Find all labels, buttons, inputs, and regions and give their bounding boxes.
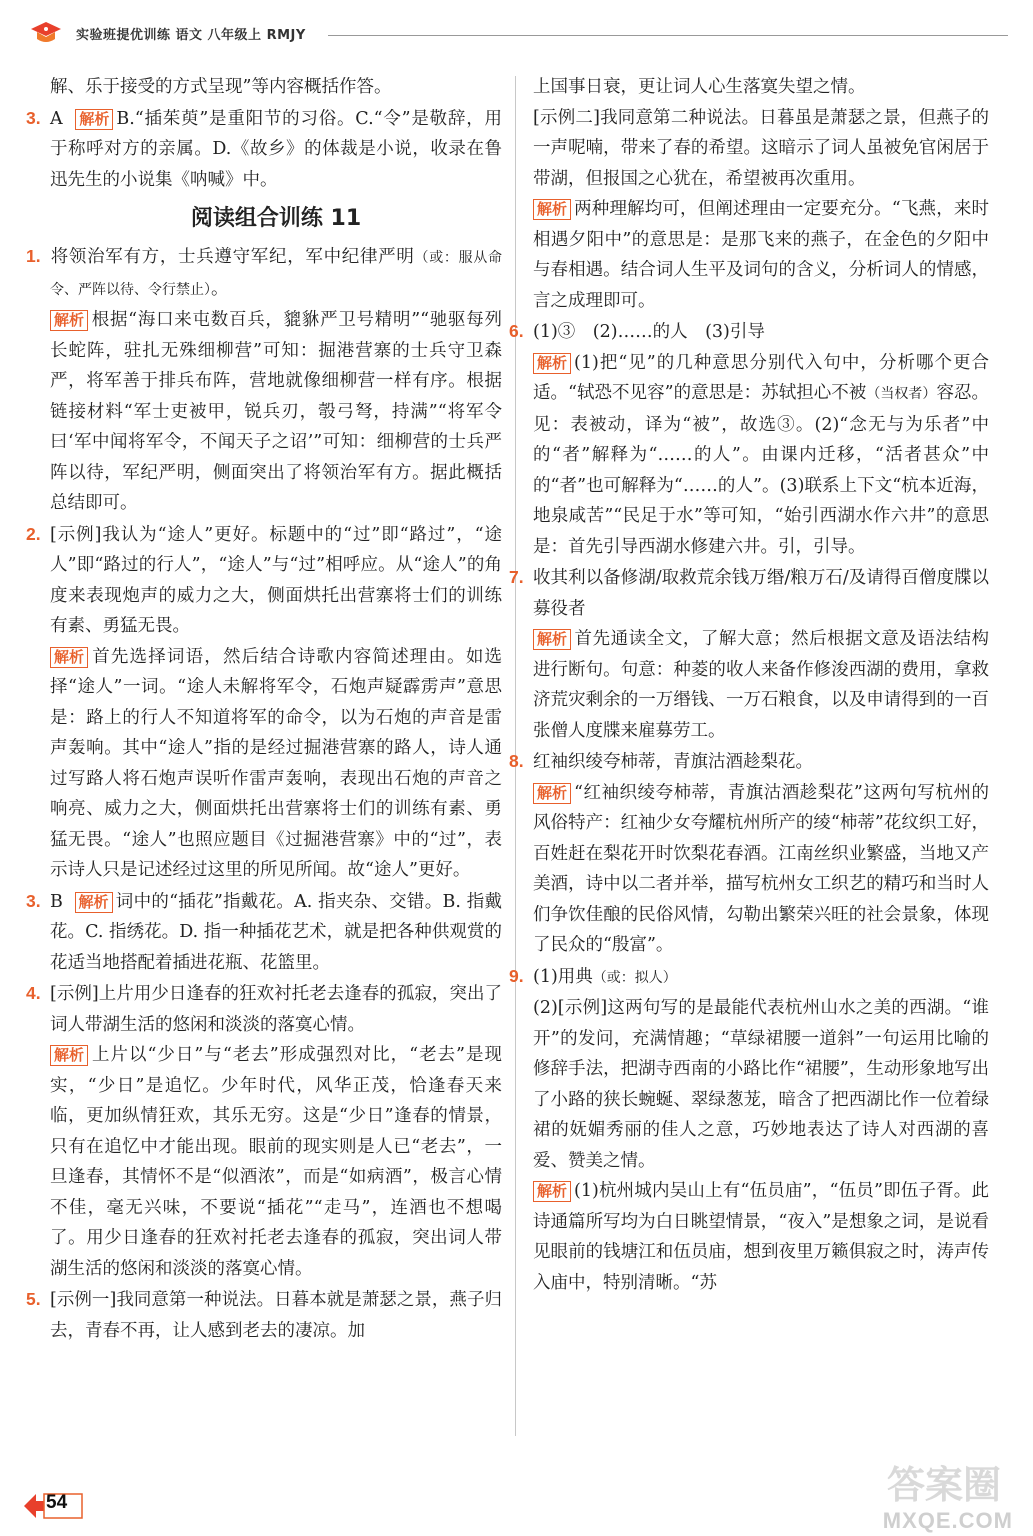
answer-item-9 <box>509 961 989 994</box>
item-number: 3. <box>26 107 41 128</box>
analysis-text: 两种理解均可，但阐述理由一定要充分。“飞燕，来时相遇夕阳中”的意思是：是那飞来的燕子，在金色的夕阳中与春相遇。结合词人生平及词句的含义，分析词人的情感，言之成理即可。 <box>533 199 989 311</box>
analysis-text: “红袖织绫夸柿蒂，青旗沽酒趁梨花”这两句写杭州的风俗特产：红袖少女夸耀杭州所产的绫“柿蒂”花纹织工好，百姓赶在梨花开时饮梨花春酒。江南丝织业繁盛，当地又产美酒，诗中以二者并举，描写杭州女工织艺的精巧和当时人们争饮佳酿的民俗风情，勾勒出繁荣兴旺的社会景象，体现了民众的“殷富”。 <box>533 782 989 955</box>
answer-5-example-2: [示例二]我同意第二种说法。日暮虽是萧瑟之景，但燕子的一声呢喃，带来了春的希望。这暗示了词人虽被免官闲居于带湖，但报国之心犹在，希望被再次重用。 <box>533 107 989 189</box>
answer-item-7 <box>509 562 989 624</box>
analysis-text: (1)杭州城内吴山上有“伍员庙”，“伍员”即伍子胥。此诗通篇所写均为白日眺望情景，“夜入”是想象之词，是说看见眼前的钱塘江和伍员庙，想到夜里万籁俱寂之时，涛声传入庙中，特别清晰。“苏 <box>533 1181 989 1293</box>
answer-text: A <box>50 108 63 129</box>
answer-text: [示例一]我同意第一种说法。日暮本就是萧瑟之景，燕子归去，青春不再，让人感到老去的凄凉。加 <box>50 1290 502 1341</box>
answer-note: （或：服从命令、严阵以待、令行禁止） <box>50 250 503 298</box>
intro-text: 解、乐于接受的方式呈现”等内容概括作答。 <box>50 77 392 97</box>
item-number: 7. <box>509 567 524 587</box>
analysis-item-6 <box>533 348 989 563</box>
item-number: 2. <box>26 523 41 544</box>
graduation-cap-logo-icon <box>30 20 62 46</box>
analysis-tag: 解析 <box>533 783 571 804</box>
analysis-item-2 <box>50 642 502 886</box>
item-number: 1. <box>26 246 41 266</box>
analysis-tag: 解析 <box>75 109 113 130</box>
analysis-text: 根据“海口来屯数百兵，貔貅严卫号精明”“驰驱每列长蛇阵，驻扎无殊细柳营”可知：掘港营寨的士兵守卫森严，将军善于排兵布阵，营地就像细柳营一样有序。根据链接材料“军士吏被甲，锐兵刃，彀弓弩，持满”“将军令曰‘军中闻将军令，不闻天子之诏’”可知：细柳营的士兵严阵以待，军纪严明，侧面突出了将领治军有方。据此概括总结即可。 <box>50 310 502 513</box>
watermark-url: MXQE.COM <box>882 1508 1013 1533</box>
analysis-item-7 <box>533 624 989 746</box>
analysis-tag: 解析 <box>533 199 571 220</box>
answer-text: [示例]我认为“途人”更好。标题中的“过”即“路过”，“途人”即“路过的行人”，“途人”与“过”相呼应。从“途人”的角度来表现炮声的威力之大，侧面烘托出营寨将士们的训练有素、勇猛无畏。 <box>50 524 502 636</box>
answer-item-3a <box>26 103 502 196</box>
answer-item-2 <box>26 519 502 642</box>
analysis-text: 词中的“插花”指戴花。A. 指夹杂、交错。B. 指戴花。C. 指绣花。D. 指一种插花艺术，就是把各种供观赏的花适当地搭配着插进花瓶、花篮里。 <box>50 891 502 973</box>
answer-item-4 <box>26 978 502 1040</box>
answer-text: (1)③ (2)……的人 (3)引导 <box>533 322 765 342</box>
answer-item-5 <box>26 1284 502 1346</box>
analysis-tag: 解析 <box>533 629 571 650</box>
analysis-text-part2: 容忍。见：表被动，译为“被”，故选③。(2)“念无与为乐者”中的“者”解释为“……的人”。由课内迁移，“活者甚众”中的“者”也可解释为“……的人”。(3)联系上下文“杭本近海，地泉咸苦”“民足于水”等可知，“始引西湖水作六井”的意思是：首先引导西湖水修建六井。引，引导。 <box>533 383 990 557</box>
item-number: 8. <box>509 751 524 771</box>
left-column <box>26 72 503 1346</box>
analysis-item-4 <box>50 1040 502 1284</box>
answer-item-3b <box>26 886 502 979</box>
analysis-text: B.“插茱萸”是重阳节的习俗。C.“令”是敬辞，用于称呼对方的亲属。D.《故乡》的体裁是小说，收录在鲁迅先生的小说集《呐喊》中。 <box>50 108 502 190</box>
header-rule <box>328 35 1008 36</box>
answer-tail: 。 <box>211 278 229 299</box>
answer-text: 红袖织绫夸柿蒂，青旗沽酒趁梨花。 <box>533 752 813 772</box>
analysis-tag: 解析 <box>533 1181 571 1202</box>
analysis-tag: 解析 <box>533 353 571 374</box>
analysis-tag: 解析 <box>50 1045 88 1066</box>
analysis-text: 首先通读全文，了解大意；然后根据文意及语法结构进行断句。句意：种菱的收人来备作修浚西湖的费用，拿救济荒灾剩余的一万缗钱、一万石粮食，以及申请得到的一百张僧人度牒来雇募劳工。 <box>533 629 989 741</box>
analysis-item-8 <box>533 778 989 961</box>
analysis-text: 首先选择词语，然后结合诗歌内容简述理由。如选择“途人”一词。“途人未解将军令，石炮声疑霹雳声”意思是：路上的行人不知道将军的命令，以为石炮的声音是雷声轰响。其中“途人”指的是经过掘港营寨的路人，诗人通过写路人将石炮声误听作雷声轰响，表现出石炮的声音之响亮、威力之大，侧面烘托出营寨将士们的训练有素、勇猛无畏。“途人”也照应题目《过掘港营寨》中的“过”，表示诗人只是记述经过这里的所见所闻。故“途人”更好。 <box>50 646 502 880</box>
answer-text: 收其利以备修湖/取救荒余钱万缗/粮万石/及请得百僧度牒以募役者 <box>533 568 989 619</box>
book-title: 实验班提优训练 语文 八年级上 RMJY <box>76 28 306 43</box>
analysis-text-part1: (1)把“见”的几种意思分别代入句中，分析哪个更合适。“轼恐不见容”的意思是：苏轼担心不被 <box>533 352 989 403</box>
page-header <box>28 14 1008 54</box>
item-number: 5. <box>26 1289 41 1309</box>
analysis-tag: 解析 <box>50 310 88 331</box>
item-number: 9. <box>509 965 524 986</box>
analysis-tag: 解析 <box>75 892 113 913</box>
answer-text: [示例]上片用少日逢春的狂欢衬托老去逢春的孤寂，突出了词人带湖生活的悠闲和淡淡的落寞心情。 <box>50 984 502 1035</box>
answer-item-8 <box>509 746 989 778</box>
item-number: 6. <box>509 321 524 341</box>
page-number: 54 <box>46 1492 68 1513</box>
analysis-item-5 <box>533 194 989 316</box>
analysis-item-9 <box>533 1176 989 1298</box>
answer-text: (1)用典 <box>533 966 593 987</box>
analysis-tag: 解析 <box>50 647 88 668</box>
watermark-main-text: 答案圈 <box>886 1463 1002 1507</box>
analysis-note: （当权者） <box>866 386 937 402</box>
answer-item-9-part2: (2)[示例]这两句写的是最能代表杭州山水之美的西湖。“谁开”的发问，充满情趣；“草绿裙腰一道斜”一句运用比喻的修辞手法，把湖寺西南的小路比作“裙腰”，生动形象地写出了小路的狭长蜿蜒、翠绿葱茏，暗含了把西湖比作一位着绿裙的妩媚秀丽的佳人之意，巧妙地表达了诗人对西湖的喜爱、赞美之情。 <box>533 998 989 1171</box>
analysis-text: 上片以“少日”与“老去”形成强烈对比，“老去”是现实，“少日”是追忆。少年时代，风华正茂，恰逢春天来临，更加纵情狂欢，其乐无穷。这是“少日”逢春的情景，只有在追忆中才能出现。眼前的现实则是人已“老去”，一旦逢春，其情怀不是“似酒浓”，而是“如病酒”，极言心情不佳，毫无兴味，不要说“插花”“走马”，连酒也不想喝了。用少日逢春的狂欢衬托老去逢春的孤寂，突出词人带湖生活的悠闲和淡淡的落寞心情。 <box>50 1045 502 1279</box>
answer-item-6 <box>509 316 989 348</box>
section-title: 阅读组合训练 11 <box>190 206 362 231</box>
answer-item-1 <box>26 241 503 305</box>
answer-text: 将领治军有方，士兵遵守军纪，军中纪律严明 <box>50 247 415 267</box>
item-number: 3. <box>26 890 41 911</box>
answer-note: （或：拟人） <box>592 969 677 986</box>
analysis-item-1 <box>50 305 502 519</box>
right-column <box>509 72 990 1298</box>
answer-5-continued: 上国事日衰，更让词人心生落寞失望之情。 <box>533 77 866 97</box>
answer-text: B <box>50 891 63 912</box>
item-number: 4. <box>26 983 41 1003</box>
